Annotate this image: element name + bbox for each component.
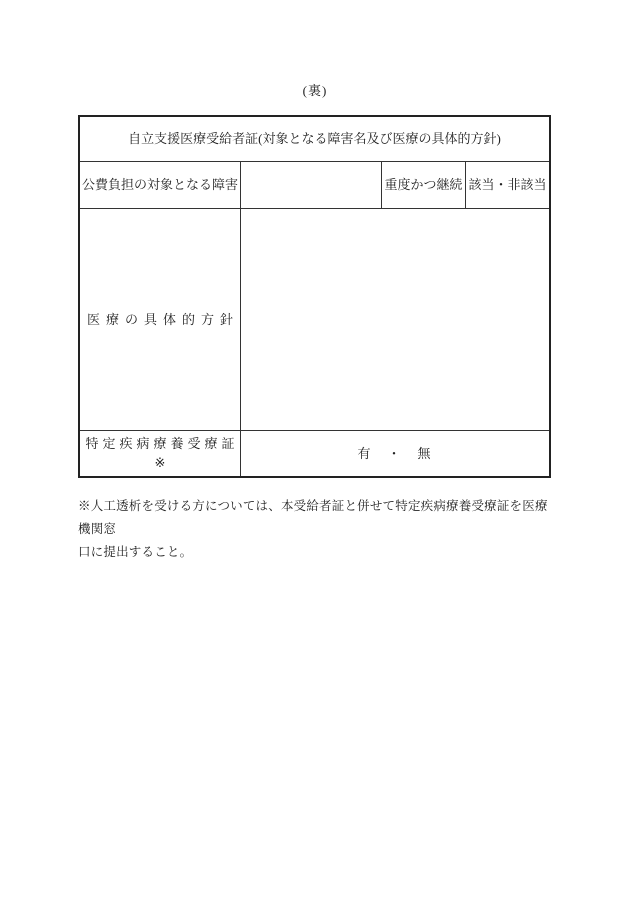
specific-disease-certificate-label xyxy=(80,431,241,476)
table-title: 自立支援医療受給者証(対象となる障害名及び医療の具体的方針) xyxy=(80,117,549,162)
specific-disease-certificate-note-mark: ※ xyxy=(154,455,166,470)
disability-row-label: 公費負担の対象となる障害 xyxy=(80,162,241,209)
footnote xyxy=(78,495,560,564)
disability-value-cell xyxy=(241,162,382,209)
page-side-label: (裏) xyxy=(302,83,328,98)
severe-continuous-label: 重度かつ継続 xyxy=(382,162,466,209)
treatment-policy-label: 医療の具体的方針 xyxy=(80,209,241,431)
footnote-line-2: 口に提出すること。 xyxy=(78,545,193,559)
certificate-table xyxy=(78,115,551,478)
treatment-policy-value-cell xyxy=(241,209,549,431)
specific-disease-certificate-label-text: 特定疾病療養受療証 xyxy=(85,436,239,452)
applicability-label: 該当・非該当 xyxy=(466,162,549,209)
footnote-line-1: ※人工透析を受ける方については、本受給者証と併せて特定疾病療養受療証を医療機関窓 xyxy=(78,499,548,536)
specific-disease-certificate-value: 有 ・ 無 xyxy=(357,445,433,461)
